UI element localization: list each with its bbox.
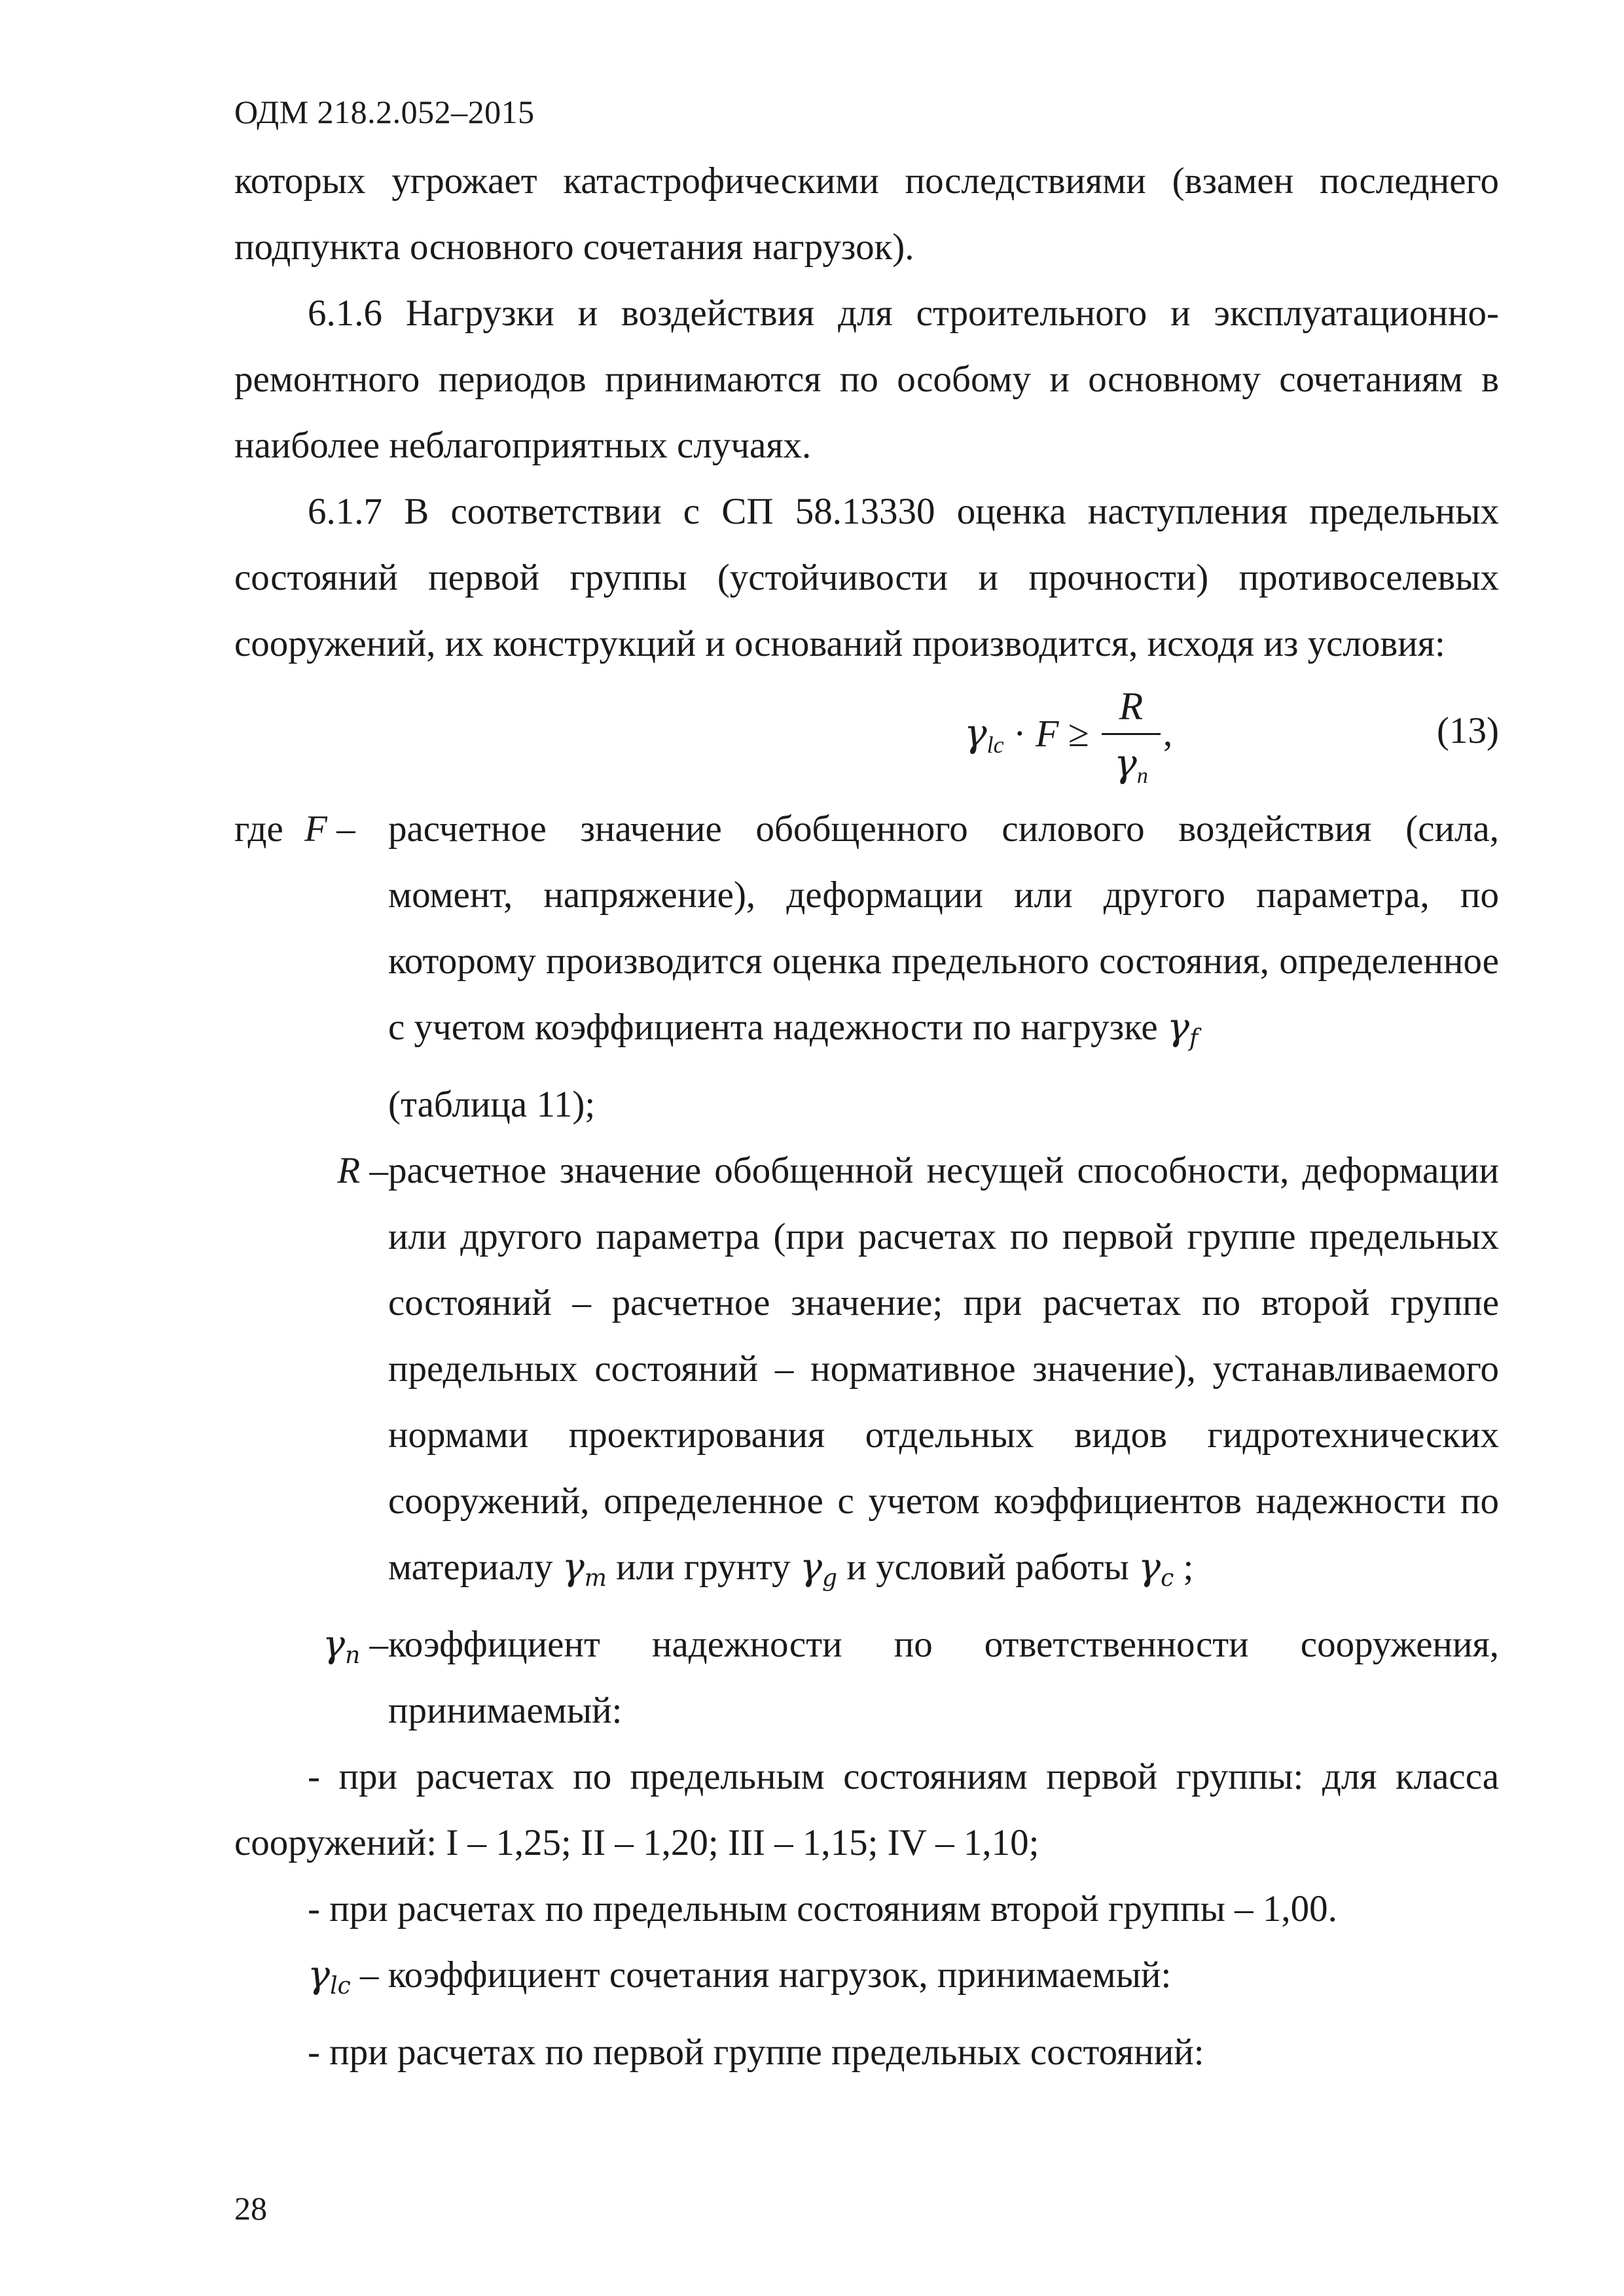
formula-fraction <box>1102 683 1161 786</box>
definition-gamma-lc: $\gamma_{lc}$ – коэффициент сочетания нагрузок, принимаемый: <box>308 1953 1172 2000</box>
definition-R-text: расчетное значение обобщенной несущей способности, деформации или другого параметра (при расчетах по первой группе предельных состояний – расчетное значение; при расчетах по второй группе предельных состояний – нормативное значение), устанавливаемого нормами проектирования отдельных видов гидротехнических сооружений, определенное с учетом коэффициентов надежности по материалу <box>388 1150 1499 1588</box>
paragraph: которых угрожает катастрофическими последствиями (взамен последнего подпункта основного сочетания нагрузок). <box>234 160 1499 268</box>
page-number: 28 <box>234 2190 267 2227</box>
symbol-F: F <box>304 808 327 850</box>
fraction-numerator: R <box>1119 685 1144 728</box>
definition-F-tail: (таблица 11); <box>388 1084 596 1125</box>
formula-lhs: $\gamma_{lc} \cdot F$ ≥ <box>964 711 1089 758</box>
gamma-m-symbol: $\gamma_m$ <box>562 1545 607 1592</box>
gamma-c-symbol: $\gamma_c$ <box>1138 1545 1174 1592</box>
list-item: - при расчетах по предельным состояниям первой группы: для класса сооружений: I – 1,25; II – 1,20; III – 1,15; IV – 1,10; <box>234 1756 1499 1863</box>
formula-13 <box>234 678 1499 802</box>
definition-gamma-n: $\gamma_n$ – коэффициент надежности по ответственности сооружения, принимаемый: <box>322 1623 1499 1731</box>
equation-number: (13) <box>1437 710 1499 751</box>
definition-F: где F – расчетное значение обобщенного силового воздействия (сила, момент, напряжение), деформации или другого параметра, по которому производится оценка предельного состояния, определенное с учетом коэффициента надежности по нагрузке $\gamma_f$ (таблица 11); <box>234 808 1499 1125</box>
list-item: - при расчетах по предельным состояниям второй группы – 1,00. <box>308 1888 1337 1929</box>
definition-gamma-n-text: коэффициент надежности по ответственности сооружения, принимаемый: <box>388 1624 1499 1731</box>
definition-R: R – расчетное значение обобщенной несущей способности, деформации или другого параметра (при расчетах по первой группе предельных состояний – расчетное значение; при расчетах по второй группе предельных состояний – нормативное значение), устанавливаемого нормами проектирования отдельных видов гидротехнических сооружений, определенное с учетом коэффициентов надежности по материалу $\gamma_m$ или грунту $\gamma_g$ и условий работы $\gamma_c$ ; <box>337 1150 1499 1592</box>
formula-comma: , <box>1163 713 1173 754</box>
symbol-R: R <box>337 1150 361 1191</box>
document-header: ОДМ 218.2.052–2015 <box>234 94 535 130</box>
gamma-f-symbol: $\gamma_f$ <box>1166 1005 1199 1052</box>
body-text-top <box>234 148 1499 677</box>
formula-expression <box>964 678 1187 802</box>
fraction-denominator: $\gamma_n$ <box>1114 741 1148 788</box>
gamma-lc-symbol: $\gamma_{lc}$ <box>308 1953 351 2000</box>
where-word: где <box>234 808 283 850</box>
definition-F-text: расчетное значение обобщенного силового воздействия (сила, момент, напряжение), деформации или другого параметра, по которому производится оценка предельного состояния, определенное с учетом коэффициента надежности по нагрузке <box>388 808 1499 1048</box>
gamma-g-symbol: $\gamma_g$ <box>799 1545 838 1592</box>
paragraph-6-1-7: 6.1.7 В соответствии с СП 58.13330 оценка наступления предельных состояний первой группы (устойчивости и прочности) противоселевых сооружений, их конструкций и оснований производится, исходя из условия: <box>234 491 1499 664</box>
fraction-bar <box>1102 733 1161 735</box>
definitions-list <box>234 796 1499 2085</box>
gamma-n-symbol: $\gamma_n$ <box>322 1623 361 1669</box>
paragraph-6-1-6: 6.1.6 Нагрузки и воздействия для строительного и эксплуатационно-ремонтного периодов принимаются по особому и основному сочетаниям в наиболее неблагоприятных случаях. <box>234 293 1499 466</box>
list-item: - при расчетах по первой группе предельных состояний: <box>308 2032 1204 2073</box>
